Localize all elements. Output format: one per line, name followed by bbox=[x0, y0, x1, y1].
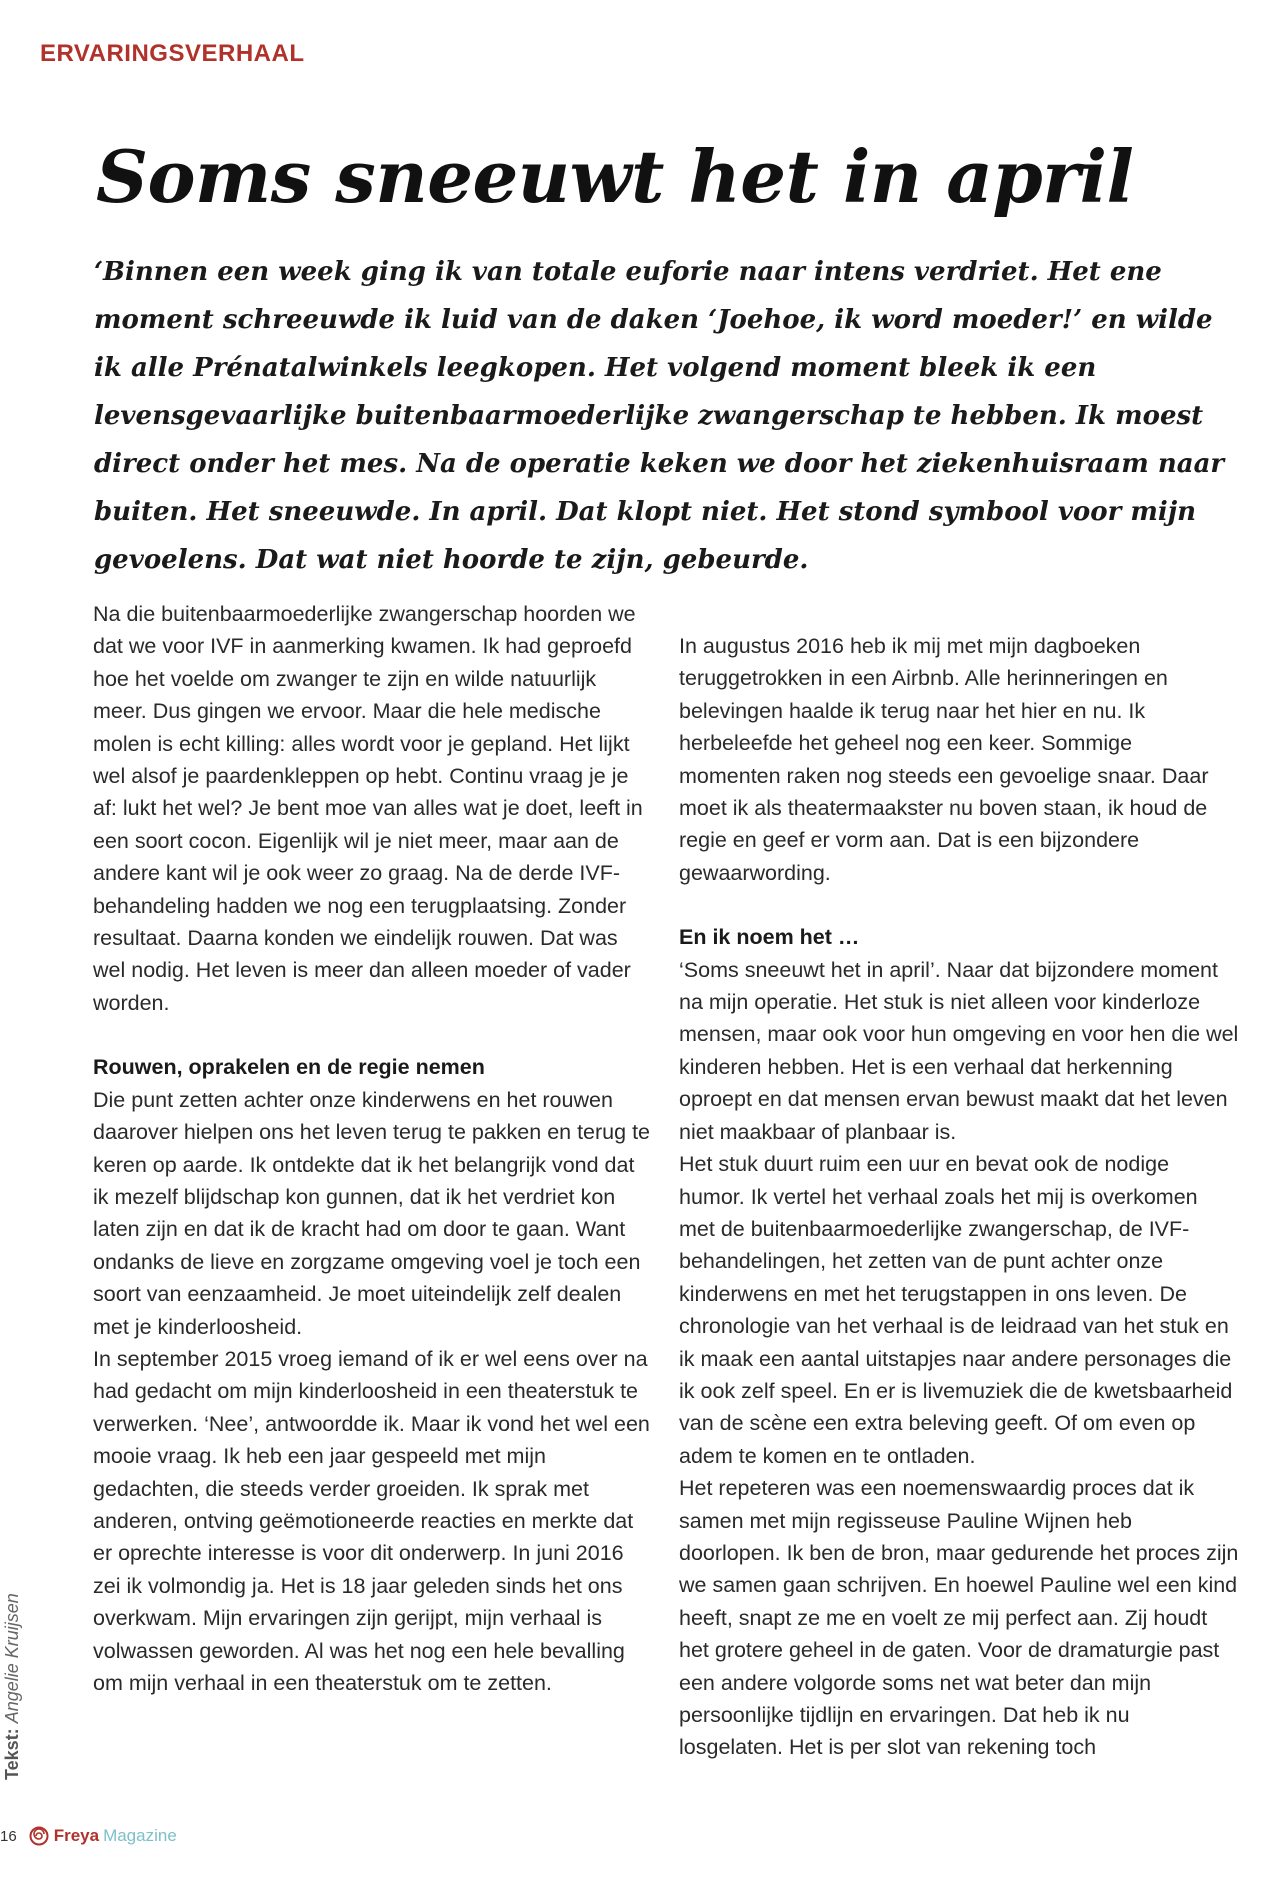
left-paragraph-3: In september 2015 vroeg iemand of ik er wel eens over na had gedacht om mijn kinderloosheid in een theaterstuk te verwerken. ‘Nee’, antwoordde ik. Maar ik vond het wel een mooie vraag. Ik heb een jaar gespeeld met mijn gedachten, die steeds verder groeiden. Ik sprak met anderen, ontving geëmotioneerde reacties en merkte dat er oprechte interesse is voor dit onderwerp. In juni 2016 zei ik volmondig ja. Het is 18 jaar geleden sinds het ons overkwam. Mijn ervaringen zijn gerijpt, mijn verhaal is volwassen geworden. Al was het nog een hele bevalling om mijn verhaal in een theaterstuk om te zetten. bbox=[93, 1346, 650, 1695]
right-paragraph-1: In augustus 2016 heb ik mij met mijn dagboeken teruggetrokken in een Airbnb. Alle herinneringen en belevingen haalde ik terug naar het hier en nu. Ik herbeleefde het geheel nog een keer. Sommige momenten raken nog steeds een gevoelige snaar. Daar moet ik als theatermaakster nu boven staan, ik houd de regie en geef er vorm aan. Dat is een bijzondere gewaarwording. bbox=[679, 634, 1209, 885]
right-paragraph-2: ‘Soms sneeuwt het in april’. Naar dat bijzondere moment na mijn operatie. Het stuk is niet alleen voor kinderloze mensen, maar ook voor hun omgeving en voor hen die wel kinderen hebben. Het is een verhaal dat herkenning oproept en dat mensen ervan bewust maakt dat het leven niet maakbaar of planbaar is. bbox=[679, 957, 1239, 1144]
article-title: Soms sneeuwt het in april bbox=[96, 134, 1134, 219]
right-paragraph-3: Het stuk duurt ruim een uur en bevat ook de nodige humor. Ik vertel het verhaal zoals het mij is overkomen met de buitenbaarmoederlijke zwangerschap, de IVF-behandelingen, het zetten van de punt achter onze kinderwens en met het terugstappen in ons leven. De chronologie van het verhaal is de leidraad van het stuk en ik maak een aantal uitstapjes naar andere personages die ik ook zelf speel. En er is livemuziek die de kwetsbaarheid van de scène een extra beleving geeft. Of om even op adem te komen en te ontladen. bbox=[679, 1152, 1233, 1468]
credit-label: Tekst: bbox=[2, 1728, 22, 1780]
author-credit bbox=[2, 1540, 23, 1780]
section-label: ERVARINGSVERHAAL bbox=[40, 40, 305, 67]
magazine-suffix: Magazine bbox=[103, 1826, 177, 1845]
article-intro: ‘Binnen een week ging ik van totale euforie naar intens verdriet. Het ene moment schreeuwde ik luid van de daken ‘Joehoe, ik word moeder!’ en wilde ik alle Prénatalwinkels leegkopen. Het volgend moment bleek ik een levensgevaarlijke buitenbaarmoederlijke zwangerschap te hebben. Ik moest direct onder het mes. Na de operatie keken we door het ziekenhuisraam naar buiten. Het sneeuwde. In april. Dat klopt niet. Het stond symbool voor mijn gevoelens. Dat wat niet hoorde te zijn, gebeurde. bbox=[94, 257, 1225, 575]
left-paragraph-2: Die punt zetten achter onze kinderwens en het rouwen daarover hielpen ons het leven terug te pakken en terug te keren op aarde. Ik ontdekte dat ik het belangrijk vond dat ik mezelf blijdschap kon gunnen, dat ik het verdriet kon laten zijn en dat ik de kracht had om door te gaan. Want ondanks de lieve en zorgzame omgeving voel je toch een soort van eenzaamheid. Je moet uiteindelijk zelf dealen met je kinderloosheid. bbox=[93, 1087, 650, 1339]
left-subheading: Rouwen, oprakelen en de regie nemen bbox=[93, 1055, 485, 1080]
right-subheading: En ik noem het … bbox=[679, 925, 860, 950]
spiral-logo-icon bbox=[29, 1826, 49, 1846]
credit-author: Angelie Kruijsen bbox=[2, 1593, 22, 1724]
left-column bbox=[93, 598, 653, 1699]
page-footer bbox=[0, 1826, 177, 1846]
left-paragraph-1: Na die buitenbaarmoederlijke zwangerschap hoorden we dat we voor IVF in aanmerking kwamen. Ik had geproefd hoe het voelde om zwanger te zijn en wilde natuurlijk meer. Dus gingen we ervoor. Maar die hele medische molen is echt killing: alles wordt voor je gepland. Het lijkt wel alsof je paardenkleppen op hebt. Continu vraag je je af: lukt het wel? Je bent moe van alles wat je doet, leeft in een soort cocon. Eigenlijk wil je niet meer, maar aan de andere kant wil je ook weer zo graag. Na de derde IVF-behandeling hadden we nog een terugplaatsing. Zonder resultaat. Daarna konden we eindelijk rouwen. Dat was wel nodig. Het leven is meer dan alleen moeder of vader worden. bbox=[93, 602, 643, 1015]
page-number: 16 bbox=[0, 1827, 17, 1845]
right-column bbox=[679, 630, 1239, 1764]
right-paragraph-4: Het repeteren was een noemenswaardig proces dat ik samen met mijn regisseuse Pauline Wijnen heb doorlopen. Ik ben de bron, maar gedurende het proces zijn we samen gaan schrijven. En hoewel Pauline wel een kind heeft, snapt ze me en voelt ze mij perfect aan. Zij houdt het grotere geheel in de gaten. Voor de dramaturgie past een andere volgorde soms net wat beter dan mijn persoonlijke tijdlijn en ervaringen. Dat heb ik nu losgelaten. Het is per slot van rekening toch bbox=[679, 1476, 1239, 1760]
magazine-name: Freya bbox=[53, 1826, 100, 1845]
